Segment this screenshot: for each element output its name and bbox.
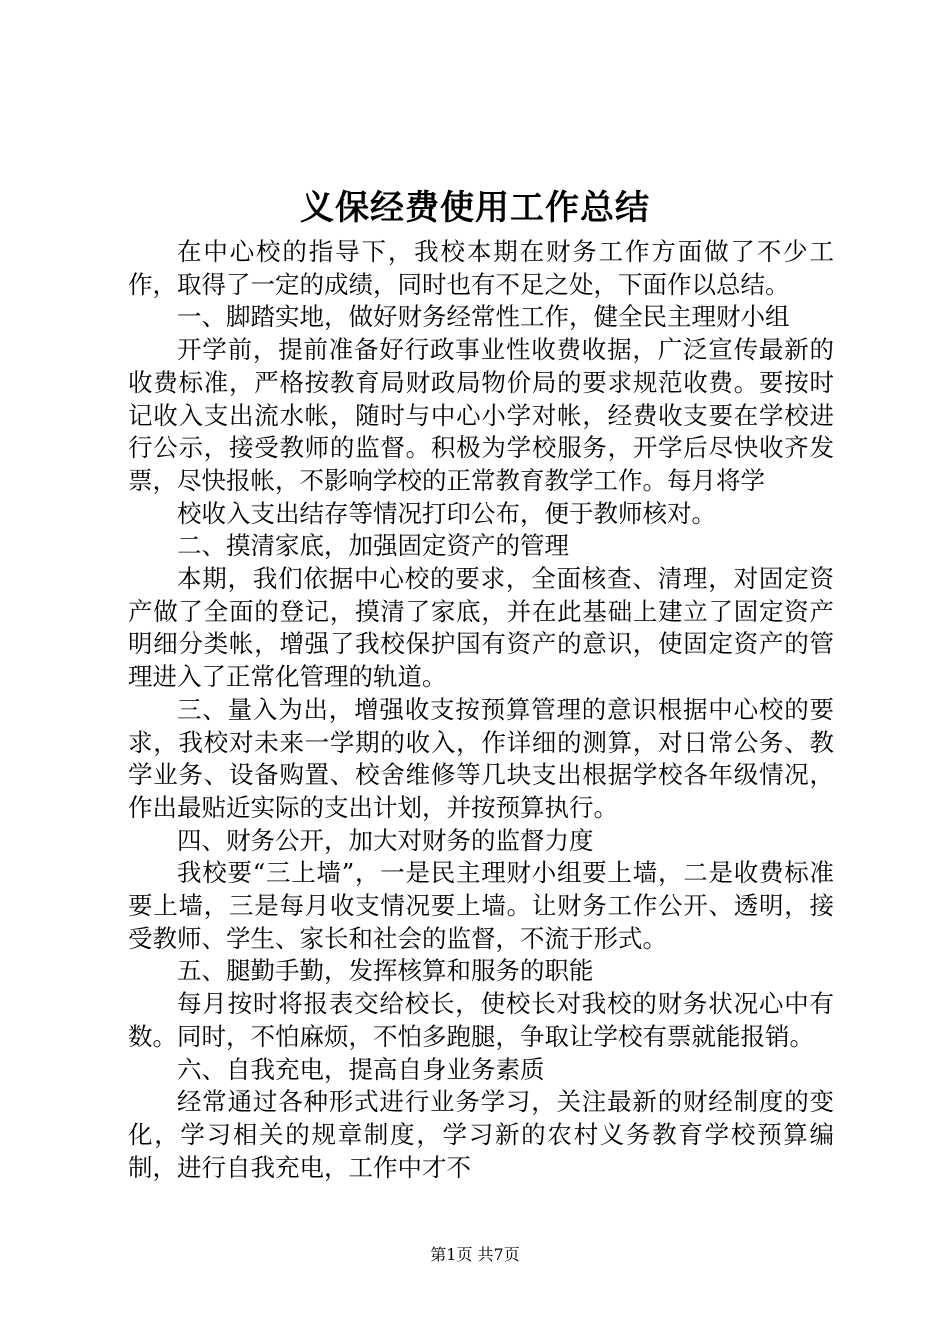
paragraph-3: 三、量入为出，增强收支按预算管理的意识根据中心校的要求，我校对未来一学期的收入，作详细的测算，对日常公务、教学业务、设备购置、校舍维修等几块支出根据学校各年级情况，作出最贴近实际的支出计划，并按预算执行。 <box>128 694 834 822</box>
page-number-footer: 第1页 共7页 <box>430 1245 520 1264</box>
document-title: 义保经费使用工作总结 <box>300 188 650 228</box>
paragraph-6: 经常通过各种形式进行业务学习，关注最新的财经制度的变化，学习相关的规章制度，学习新的农村义务教育学校预算编制，进行自我充电，工作中才不 <box>128 1087 834 1182</box>
paragraph-1: 开学前，提前准备好行政事业性收费收据，广泛宣传最新的收费标准，严格按教育局财政局物价局的要求规范收费。要按时记收入支出流水帐，随时与中心小学对帐，经费收支要在学校进行公示，接受教师的监督。积极为学校服务，开学后尽快收齐发票，尽快报帐，不影响学校的正常教育教学工作。每月将学 <box>128 335 834 495</box>
section-heading-4: 四、财务公开，加大对财务的监督力度 <box>177 825 594 855</box>
section-heading-5: 五、腿勤手勤，发挥核算和服务的职能 <box>177 956 594 986</box>
paragraph-5: 每月按时将报表交给校长，使校长对我校的财务状况心中有数。同时，不怕麻烦，不怕多跑腿，争取让学校有票就能报销。 <box>128 989 834 1051</box>
paragraph-4: 我校要“三上墙”，一是民主理财小组要上墙，二是收费标准要上墙，三是每月收支情况要上墙。让财务工作公开、透明，接受教师、学生、家长和社会的监督，不流于形式。 <box>128 858 834 953</box>
paragraph-1-continued: 校收入支出结存等情况打印公布，便于教师核对。 <box>177 498 716 528</box>
document-body <box>128 236 834 1184</box>
section-heading-1: 一、脚踏实地，做好财务经常性工作，健全民主理财小组 <box>177 302 790 332</box>
paragraph-2: 本期，我们依据中心校的要求，全面核查、清理，对固定资产做了全面的登记，摸清了家底，并在此基础上建立了固定资产明细分类帐，增强了我校保护国有资产的意识，使固定资产的管理进入了正常化管理的轨道。 <box>128 564 834 692</box>
section-heading-6: 六、自我充电，提高自身业务素质 <box>177 1054 545 1084</box>
paragraph-intro: 在中心校的指导下，我校本期在财务工作方面做了不少工作，取得了一定的成绩，同时也有不足之处，下面作以总结。 <box>128 237 834 299</box>
section-heading-2: 二、摸清家底，加强固定资产的管理 <box>177 531 569 561</box>
